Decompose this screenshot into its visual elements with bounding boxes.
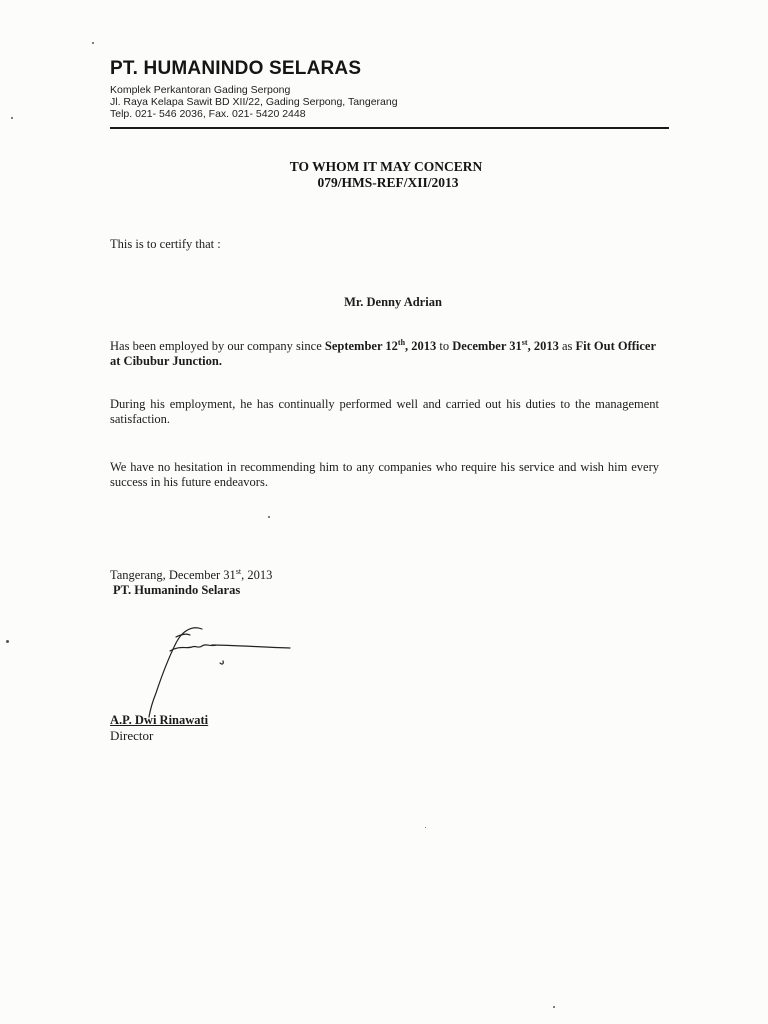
performance-paragraph: During his employment, he has continually performed well and carried out his duties to the management satisfaction. bbox=[110, 397, 659, 426]
letter-title: TO WHOM IT MAY CONCERN bbox=[289, 159, 483, 174]
employment-period-paragraph bbox=[110, 339, 659, 369]
signer-name: A.P. Dwi Rinawati bbox=[110, 713, 209, 727]
scan-speck bbox=[268, 516, 270, 518]
to-word: to bbox=[436, 339, 453, 353]
employee-name: Mr. Denny Adrian bbox=[344, 295, 442, 309]
address-line-2: Jl. Raya Kelapa Sawit BD XII/22, Gading Serpong, Tangerang bbox=[110, 96, 398, 108]
company-name: PT. HUMANINDO SELARAS bbox=[110, 58, 362, 79]
signing-company: PT. Humanindo Selaras bbox=[113, 583, 241, 597]
letterhead-divider bbox=[110, 127, 669, 129]
scan-speck bbox=[92, 42, 94, 44]
reference-number: 079/HMS-REF/XII/2013 bbox=[317, 175, 459, 190]
address-line-1: Komplek Perkantoran Gading Serpong bbox=[110, 84, 291, 96]
certify-text: This is to certify that : bbox=[110, 237, 221, 251]
handwritten-signature bbox=[140, 615, 310, 720]
signer-title: Director bbox=[110, 728, 154, 743]
scan-speck bbox=[425, 827, 426, 828]
contact-line: Telp. 021- 546 2036, Fax. 021- 5420 2448 bbox=[110, 108, 306, 120]
recommendation-paragraph: We have no hesitation in recommending him to any companies who require his service and wish him every success in his future endeavors. bbox=[110, 460, 659, 489]
employment-intro: Has been employed by our company since bbox=[110, 339, 325, 353]
as-word: as bbox=[558, 339, 576, 353]
end-date: December 31st, 2013 bbox=[452, 338, 559, 353]
scan-speck bbox=[11, 117, 13, 119]
place-and-date: Tangerang, December 31st, 2013 bbox=[110, 567, 273, 582]
scan-speck bbox=[6, 640, 9, 643]
start-date: September 12th, 2013 bbox=[324, 338, 437, 353]
job-position: Fit Out Officer at Cibubur Junction. bbox=[110, 339, 656, 368]
scan-speck bbox=[553, 1006, 555, 1008]
